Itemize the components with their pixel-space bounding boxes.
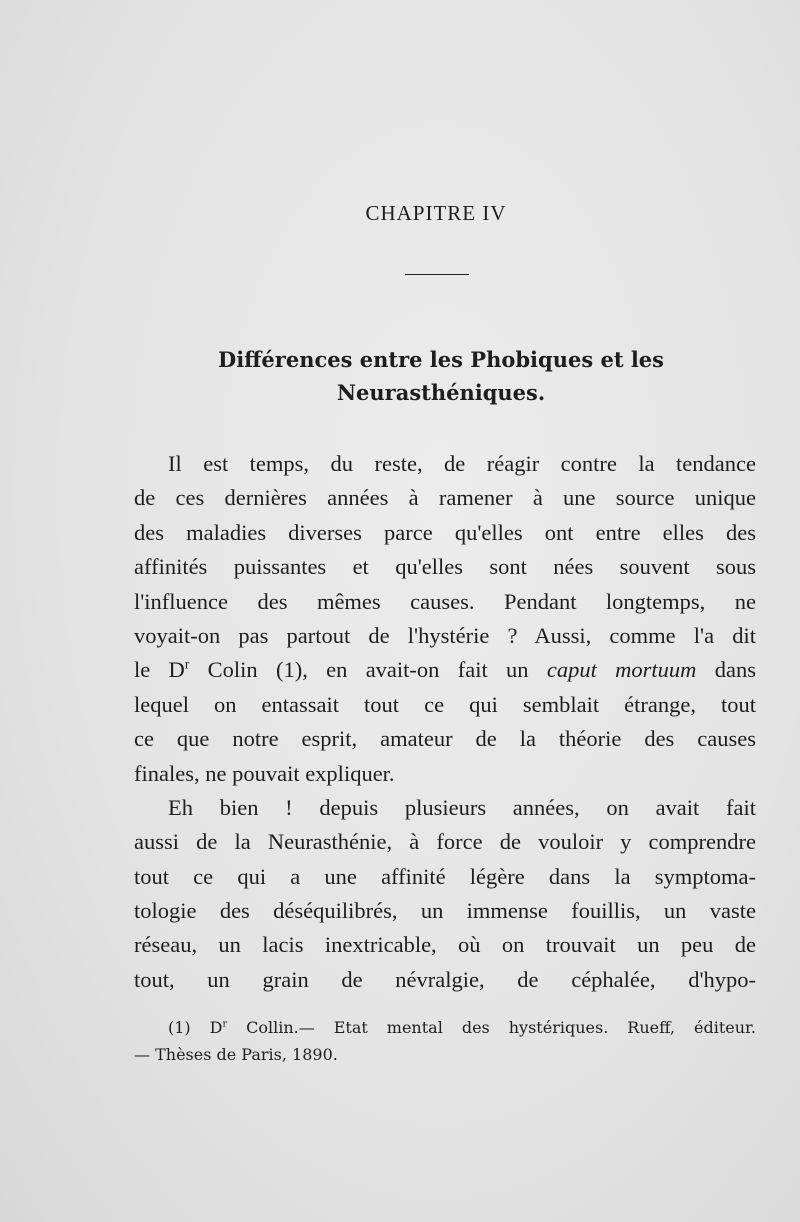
chapter-title <box>150 343 732 409</box>
body-line: finales, ne pouvait expliquer. <box>134 760 395 786</box>
body-line-fragment: dans <box>696 657 756 683</box>
body-line: aussi de la Neurasthénie, à force de vouloir y comprendre <box>134 829 756 855</box>
body-line: tout ce qui a une affinité légère dans la symptoma- <box>134 863 756 889</box>
body-line: voyait-on pas partout de l'hystérie ? Aussi, comme l'a dit <box>134 622 756 648</box>
body-line: ce que notre esprit, amateur de la théorie des causes <box>134 726 756 752</box>
superscript: r <box>222 1018 228 1030</box>
italic-phrase: caput mortuum <box>546 657 697 683</box>
body-line: des maladies diverses parce qu'elles ont entre elles des <box>134 519 756 545</box>
footnote <box>134 1014 756 1068</box>
heading-divider <box>405 274 469 275</box>
body-line: tologie des déséquilibrés, un immense fouillis, un vaste <box>134 898 756 924</box>
chapter-title-line-2: Neurasthéniques. <box>336 380 546 405</box>
footnote-fragment: (1) D <box>168 1018 223 1037</box>
body-text <box>134 447 756 997</box>
chapter-title-line-1: Différences entre les Phobiques et les <box>217 347 664 372</box>
body-line: l'influence des mêmes causes. Pendant longtemps, ne <box>134 588 756 614</box>
body-line: Eh bien ! depuis plusieurs années, on avait fait <box>168 794 756 820</box>
superscript: r <box>184 656 190 672</box>
chapter-heading: CHAPITRE IV <box>365 201 507 225</box>
body-line-with-italic <box>134 653 756 687</box>
footnote-line-1 <box>134 1014 756 1041</box>
body-line: tout, un grain de névralgie, de céphalée, d'hypo- <box>134 966 756 992</box>
body-line-fragment: Colin (1), en avait-on fait un <box>189 657 547 683</box>
body-line: Il est temps, du reste, de réagir contre la tendance <box>168 451 756 476</box>
body-line: lequel on entassait tout ce qui semblait étrange, tout <box>134 691 756 717</box>
body-line: réseau, un lacis inextricable, où on trouvait un peu de <box>134 932 756 958</box>
body-line: de ces dernières années à ramener à une source unique <box>134 485 756 511</box>
body-line-fragment: le D <box>134 657 185 683</box>
body-line: affinités puissantes et qu'elles sont nées souvent sous <box>134 554 756 580</box>
footnote-line-2: — Thèses de Paris, 1890. <box>134 1045 338 1064</box>
footnote-fragment: Collin.— Etat mental des hystériques. Rueff, éditeur. <box>227 1018 756 1037</box>
